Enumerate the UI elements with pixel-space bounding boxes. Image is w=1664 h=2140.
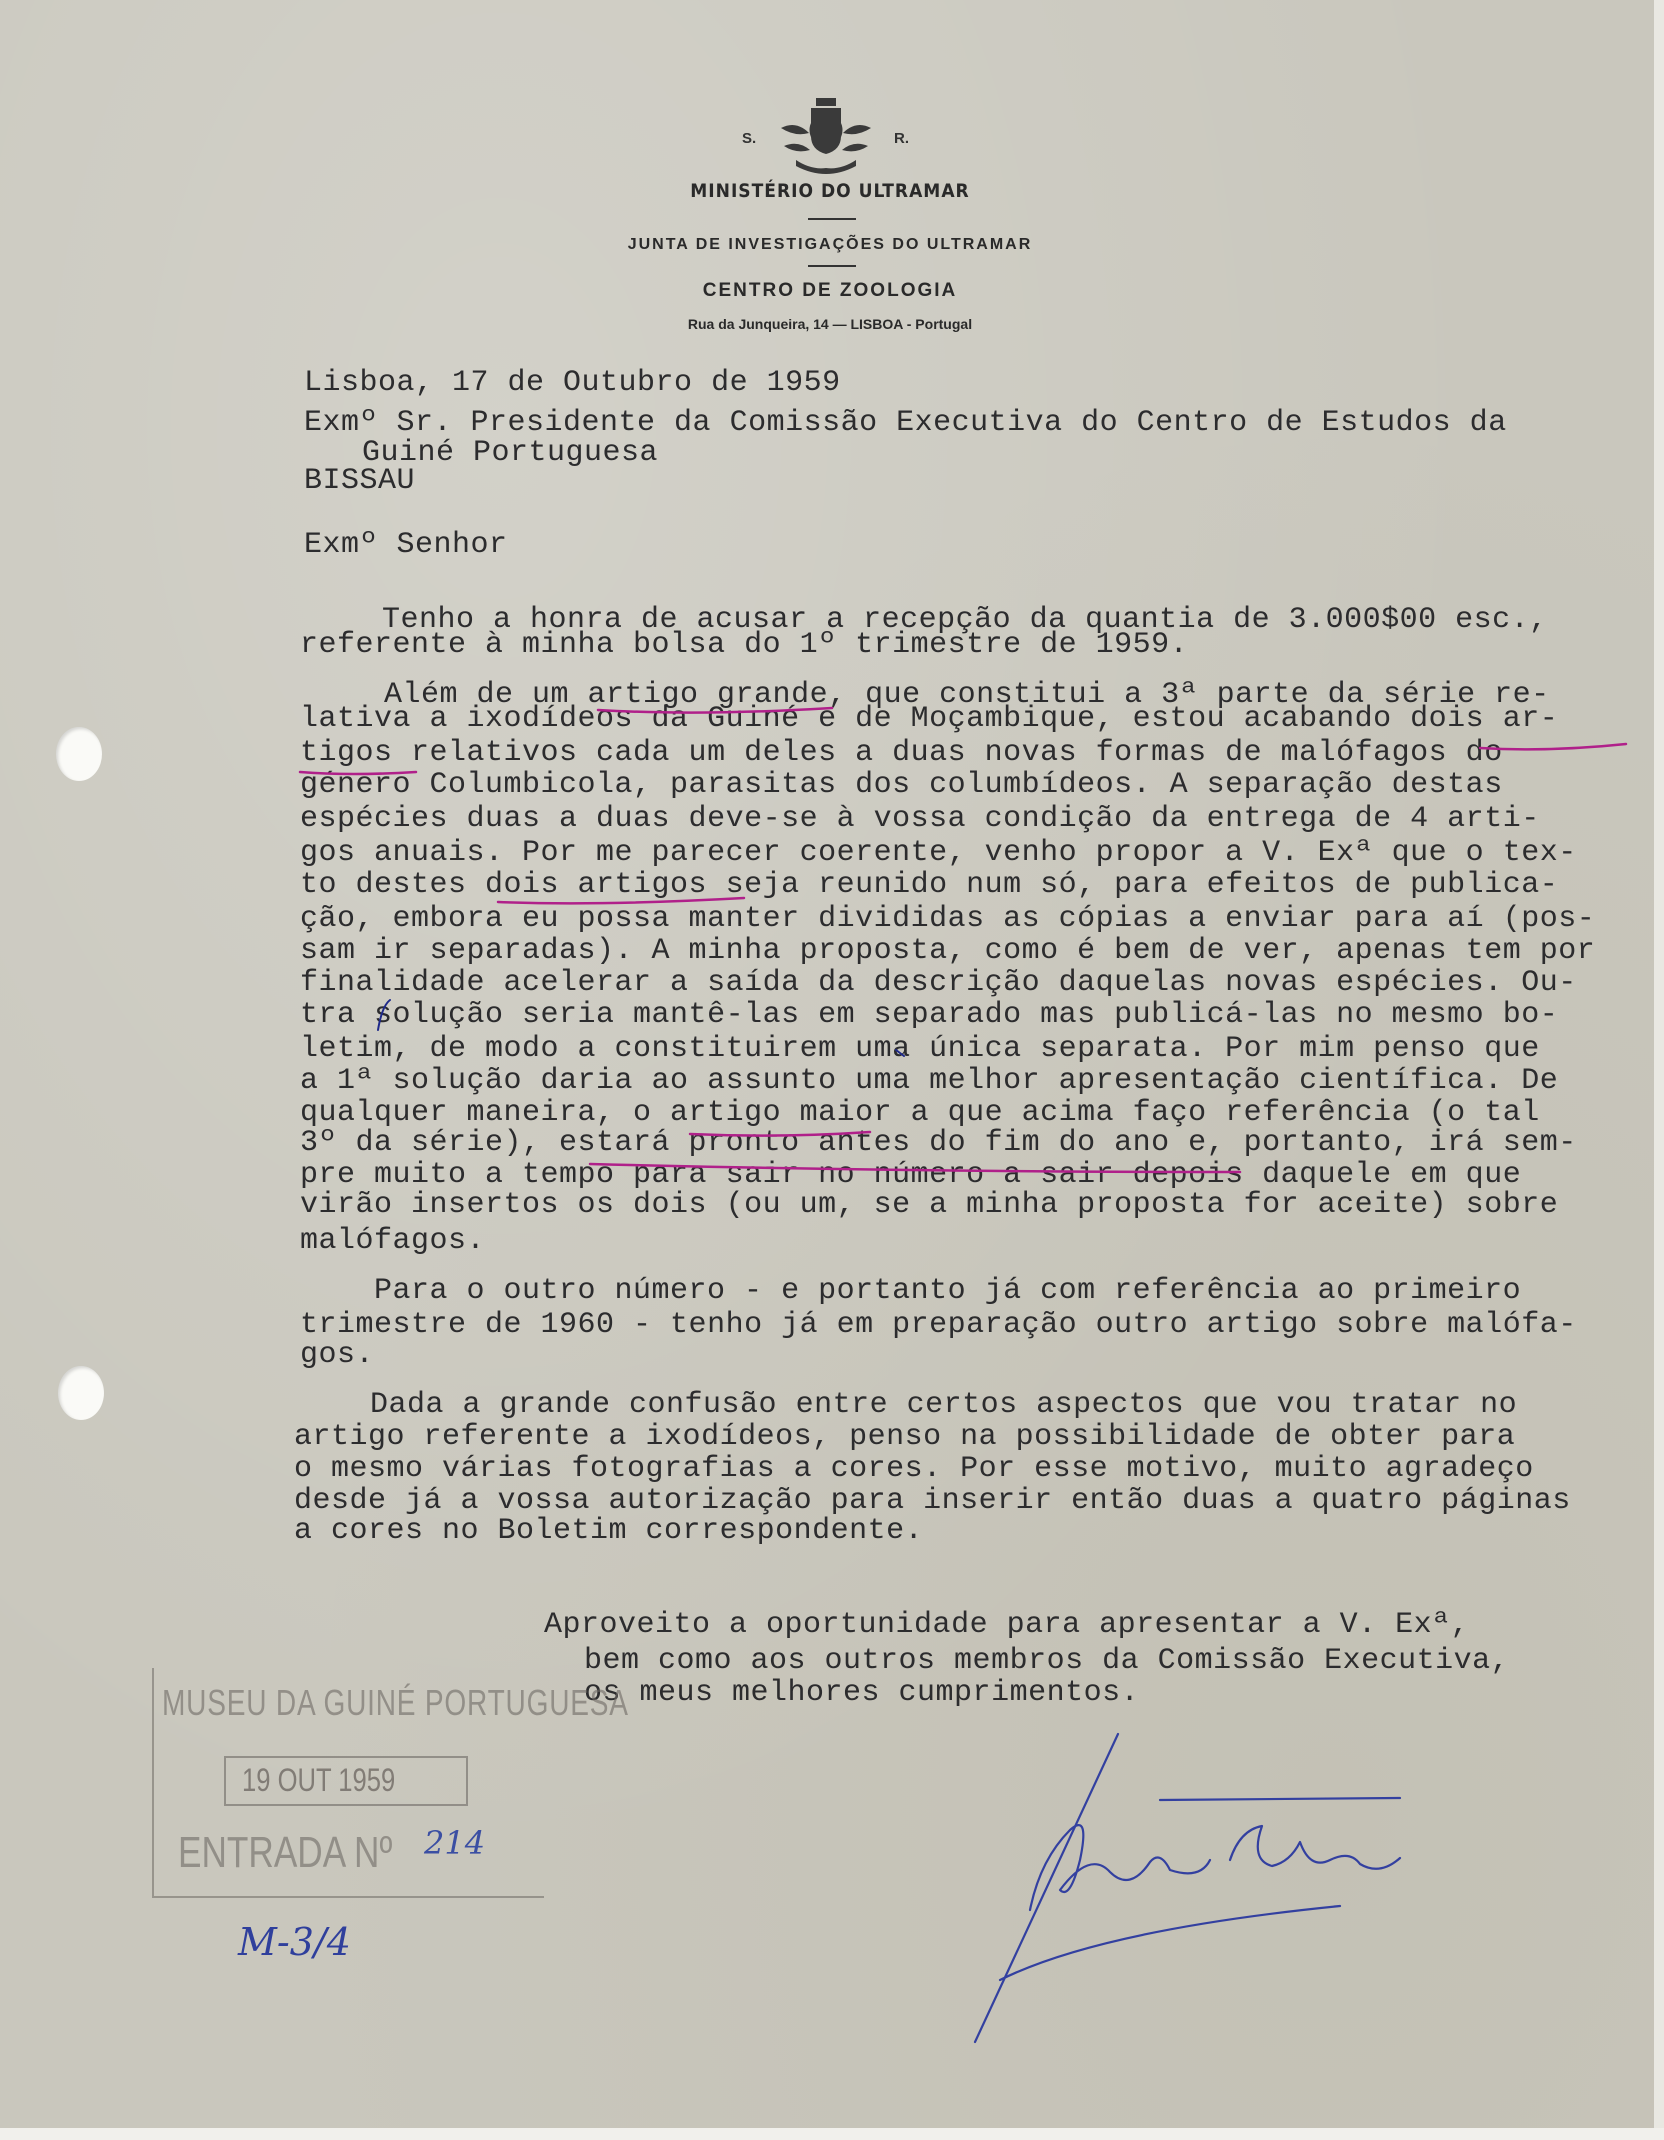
stamp-date: 19 OUT 1959: [242, 1762, 396, 1798]
text-line: finalidade acelerar a saída da descrição daquelas novas espécies. Ou-: [300, 966, 1577, 1000]
salutation: Exmº Senhor: [304, 528, 508, 562]
text-line: virão insertos os dois (ou um, se a minha proposta for aceite) sobre: [300, 1188, 1559, 1222]
text-line: gos anuais. Por me parecer coerente, venho propor a V. Exª que o tex-: [300, 836, 1577, 870]
text-line: a cores no Boletim correspondente.: [294, 1514, 924, 1548]
ministry-title: MINISTÉRIO DO ULTRAMAR: [690, 180, 970, 202]
closing-line: bem como aos outros membros da Comissão Executiva,: [584, 1644, 1510, 1678]
text-line: lativa a ixodídeos da Guiné e de Moçambique, estou acabando dois ar-: [300, 702, 1559, 736]
text-line: qualquer maneira, o artigo maior a que acima faço referência (o tal: [300, 1096, 1540, 1130]
stamp-museum-name: MUSEU DA GUINÉ PORTUGUESA: [162, 1682, 629, 1723]
text-line: tra solução seria mantê-las em separado mas publicá-las no mesmo bo-: [300, 998, 1559, 1032]
text-line: desde já a vossa autorização para inserir então duas a quatro páginas: [294, 1484, 1571, 1518]
letterhead-s: S.: [742, 130, 757, 147]
recipient-city: BISSAU: [304, 464, 416, 498]
letterhead-address: Rua da Junqueira, 14 — LISBOA - Portugal: [687, 316, 973, 332]
junta-title: JUNTA DE INVESTIGAÇÕES DO ULTRAMAR: [627, 236, 1033, 253]
punch-hole-bottom: [58, 1366, 104, 1420]
text-line: to destes dois artigos seja reunido num só, para efeitos de publica-: [300, 868, 1559, 902]
stamp-entry-number: 214: [424, 1824, 486, 1862]
text-line: sam ir separadas). A minha proposta, como é bem de ver, apenas tem por: [300, 934, 1596, 968]
text-line: a 1ª solução daria ao assunto uma melhor apresentação científica. De: [300, 1064, 1559, 1098]
closing-line: os meus melhores cumprimentos.: [584, 1676, 1140, 1710]
text-line: pre muito a tempo para sair no número a sair depois daquele em que: [300, 1158, 1522, 1192]
paper-edge-bottom: [0, 2128, 1664, 2140]
text-line: letim, de modo a constituirem uma única separata. Por mim penso que: [300, 1032, 1540, 1066]
text-line: género Columbicola, parasitas dos columbídeos. A separação destas: [300, 768, 1503, 802]
centro-title: CENTRO DE ZOOLOGIA: [702, 280, 958, 301]
stamp-entrada: ENTRADA Nº: [178, 1828, 393, 1877]
text-line: artigo referente a ixodídeos, penso na possibilidade de obter para: [294, 1420, 1516, 1454]
letter-date: Lisboa, 17 de Outubro de 1959: [304, 366, 841, 400]
reception-stamp: [152, 1668, 629, 1898]
text-line: espécies duas a duas deve-se à vossa condição da entrega de 4 arti-: [300, 802, 1540, 836]
closing-line: Aproveito a oportunidade para apresentar a V. Exª,: [544, 1608, 1470, 1642]
text-line: referente à minha bolsa do 1º trimestre de 1959.: [300, 628, 1189, 662]
text-line: gos.: [300, 1338, 375, 1372]
text-line: malófagos.: [300, 1224, 486, 1258]
text-line: trimestre de 1960 - tenho já em preparação outro artigo sobre malófa-: [300, 1308, 1577, 1342]
text-line: Dada a grande confusão entre certos aspectos que vou tratar no: [370, 1388, 1518, 1422]
punch-hole-top: [56, 727, 102, 781]
letterhead-r: R.: [894, 130, 909, 147]
text-line: Tenho a honra de acusar a recepção da quantia de 3.000$00 esc.,: [382, 603, 1548, 637]
coat-of-arms-icon: [776, 98, 876, 178]
text-line: 3º da série), estará pronto antes do fim do ano e, portanto, irá sem-: [300, 1126, 1577, 1160]
recipient-line: Guiné Portuguesa: [362, 436, 659, 470]
paper-edge-right: [1654, 0, 1664, 2140]
recipient-line: Exmº Sr. Presidente da Comissão Executiva do Centro de Estudos da: [304, 406, 1507, 440]
letterhead-divider: [808, 265, 856, 267]
text-line: Para o outro número - e portanto já com referência ao primeiro: [374, 1274, 1522, 1308]
text-line: Além de um artigo grande, que constitui a 3ª parte da série re-: [384, 678, 1550, 712]
handwritten-reference: M-3/4: [238, 1920, 351, 1964]
text-line: ção, embora eu possa manter divididas as cópias a enviar para aí (pos-: [300, 902, 1596, 936]
text-line: o mesmo várias fotografias a cores. Por esse motivo, muito agradeço: [294, 1452, 1534, 1486]
letterhead-divider: [808, 218, 856, 220]
text-line: tigos relativos cada um deles a duas novas formas de malófagos do: [300, 736, 1503, 770]
